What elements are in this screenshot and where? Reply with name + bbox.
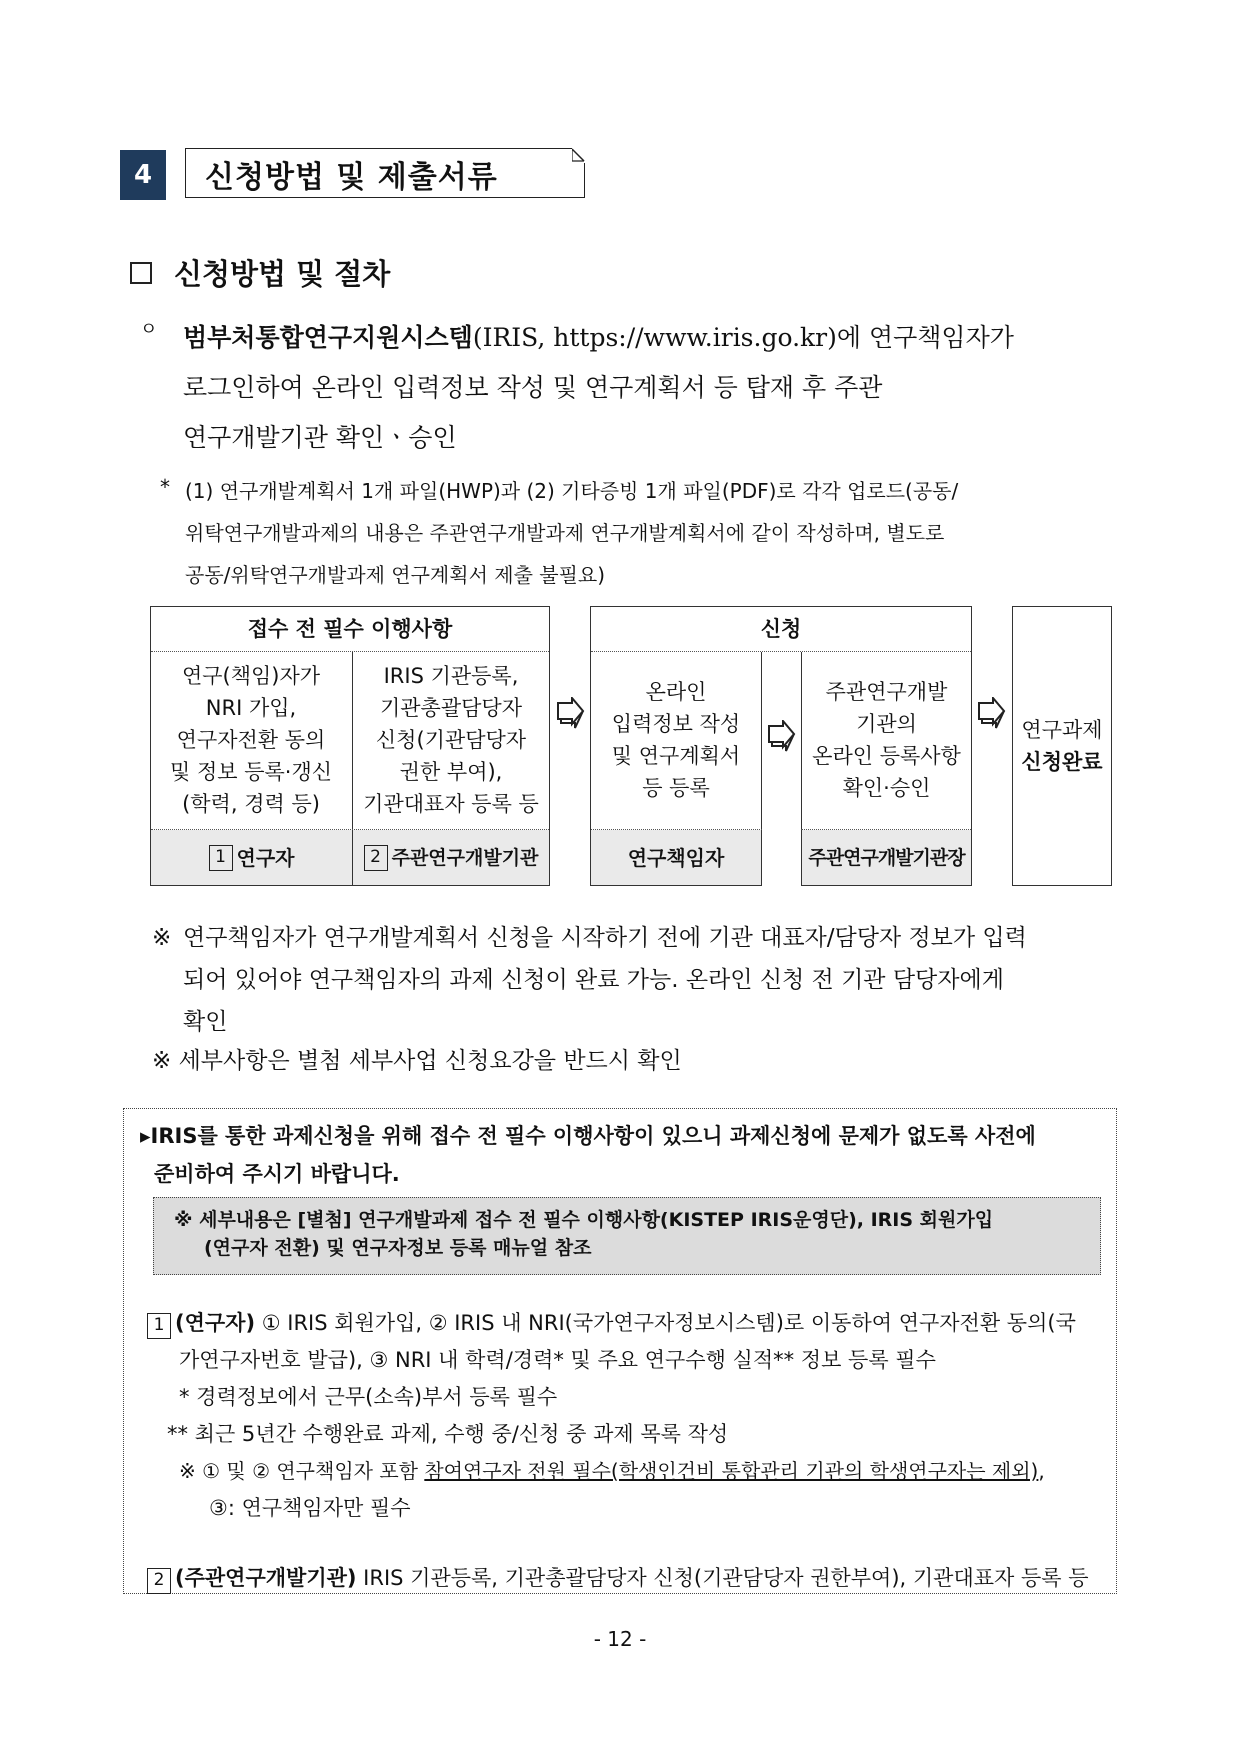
flow-group2-header: 신청	[760, 617, 802, 641]
flow-actor-principal: 연구책임자	[591, 830, 761, 885]
note-line1: (1) 연구개발계획서 1개 파일(HWP)과 (2) 기타증빙 1개 파일(PDF)로 각각 업로드(공동/	[185, 479, 959, 503]
flow-step-online-entry: 온라인 입력정보 작성 및 연구계획서 등 등록	[611, 680, 741, 800]
panel-reference-line1: ※ 세부내용은 [별첨] 연구개발과제 접수 전 필수 이행사항(KISTEP IRIS운영단), IRIS 회원가입	[174, 1209, 994, 1231]
flow-step-approval: 주관연구개발 기관의 온라인 등록사항 확인·승인	[812, 680, 961, 800]
note-line3: 공동/위탁연구개발과제 연구계획서 제출 불필요)	[185, 563, 606, 587]
arrow-right-icon	[976, 697, 1006, 737]
arrow-right-icon	[555, 697, 585, 737]
flow-step-researcher: 연구(책임)자가 NRI 가입, 연구자전환 동의 및 정보 등록·갱신 (학력, 경력 등)	[169, 664, 333, 816]
flow-step-institution: IRIS 기관등록, 기관총괄담당자 신청(기관담당자 권한 부여), 기관대표자 등록 등	[363, 664, 539, 816]
arrow-right-icon	[766, 720, 796, 760]
main-para-line1: (IRIS, https://www.iris.go.kr)에 연구책임자가	[472, 323, 1014, 352]
flow-actor-institution: 2 주관연구개발기관	[353, 830, 549, 885]
remark-line3: 확인	[183, 1009, 228, 1035]
subheading	[130, 252, 390, 293]
panel-title-line2: 준비하여 주시기 바랍니다.	[154, 1162, 400, 1186]
system-name: 범부처통합연구지원시스템	[183, 323, 473, 352]
checkbox-square-icon	[130, 262, 152, 284]
remark-line1: 연구책임자가 연구개발계획서 신청을 시작하기 전에 기관 대표자/담당자 정보가 입력	[183, 925, 1027, 951]
main-paragraph	[183, 313, 1133, 463]
flow-final-line1: 연구과제	[1021, 718, 1103, 742]
main-para-line2: 로그인하여 온라인 입력정보 작성 및 연구계획서 등 탑재 후 주관	[183, 373, 883, 402]
folded-corner-icon	[572, 147, 586, 163]
note-paragraph	[185, 470, 1135, 596]
flow-group1-header: 접수 전 필수 이행사항	[247, 617, 453, 641]
panel-item-researcher: 1 (연구자) ① IRIS 회원가입, ② IRIS 내 NRI(국가연구자정보시스템)로 이동하여 연구자전환 동의(국 가연구자번호 발급), ③ NRI 내 학력/경력* 및 주요 연구수행 실적** 정보 등록 필수 * 경력정보에서 근무(소속)부서 등록 필수 ** 최근 5년간 수행완료 과제, 수행 중/신청 중 과제 목록 작성 ※ ① 및 ② 연구책임자 포함 참여연구자 전원 필수(학생인건비 통합관리 기관의 학생연구자는 제외), ③: 연구책임자만 필수	[147, 1305, 1107, 1527]
main-para-line3: 연구개발기관 확인ㆍ승인	[183, 423, 457, 452]
section-number: 4	[120, 150, 166, 200]
flow-final-line2: 신청완료	[1021, 750, 1103, 774]
flow-final	[1012, 606, 1112, 886]
panel-reference-box	[153, 1197, 1101, 1275]
panel-title	[140, 1117, 1110, 1193]
remark-paragraph	[183, 917, 1133, 1043]
note-line2: 위탁연구개발과제의 내용은 주관연구개발과제 연구개발계획서에 같이 작성하며, 별도로	[185, 521, 945, 545]
flow-actor-head: 주관연구개발기관장	[802, 830, 971, 885]
panel-title-line1: ▸IRIS를 통한 과제신청을 위해 접수 전 필수 이행사항이 있으니 과제신청에 문제가 없도록 사전에	[140, 1124, 1036, 1148]
note-mark: *	[160, 475, 170, 499]
panel-item-institution: 2 (주관연구개발기관) IRIS 기관등록, 기관총괄담당자 신청(기관담당자 권한부여), 기관대표자 등록 등	[147, 1560, 1107, 1597]
page-number: - 12 -	[593, 1627, 647, 1651]
panel-reference-line2: (연구자 전환) 및 연구자정보 등록 매뉴얼 참조	[204, 1237, 592, 1259]
flow-group-prerequisites	[150, 606, 550, 886]
remark-details: ※ 세부사항은 별첨 세부사업 신청요강을 반드시 확인	[152, 1048, 682, 1074]
subheading-text: 신청방법 및 절차	[174, 257, 391, 291]
remark-line2: 되어 있어야 연구책임자의 과제 신청이 완료 가능. 온라인 신청 전 기관 담당자에게	[183, 967, 1004, 993]
remark-mark: ※	[152, 925, 172, 951]
section-title: 신청방법 및 제출서류	[205, 160, 498, 195]
bullet-mark: ㅇ	[140, 319, 158, 340]
flow-actor-researcher: 1 연구자	[151, 830, 352, 885]
